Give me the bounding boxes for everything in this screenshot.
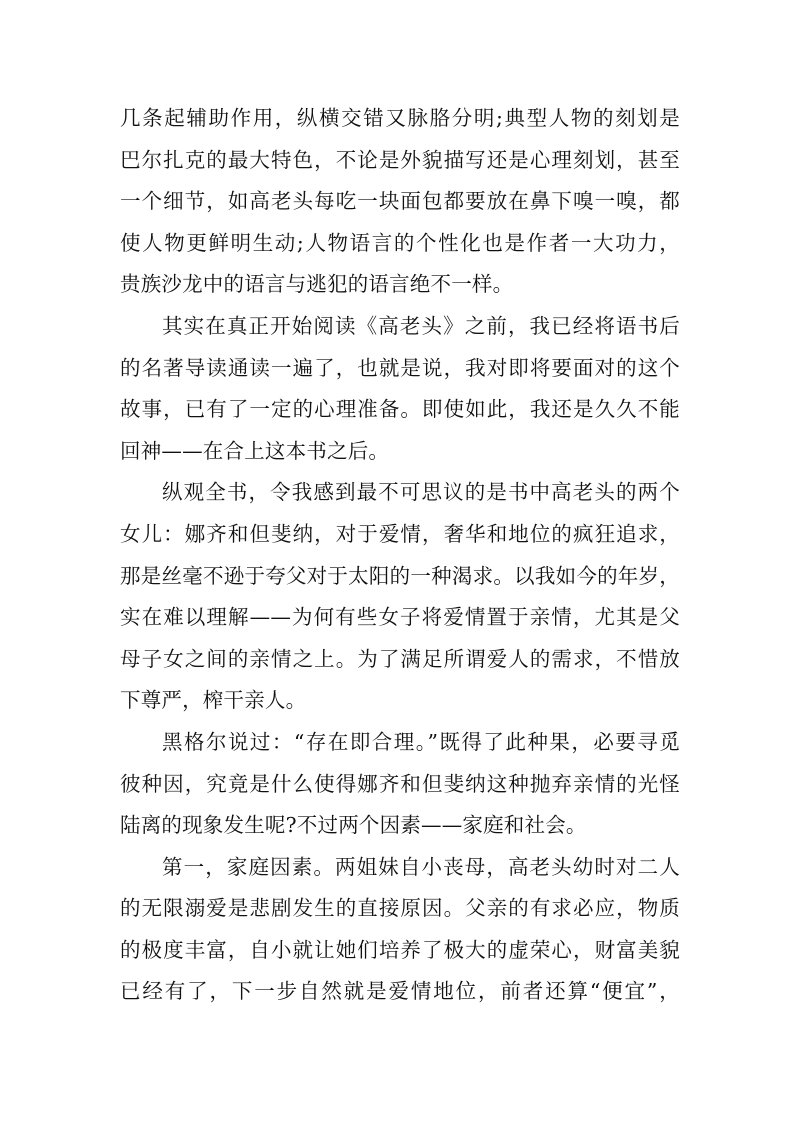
text-line: 第一，家庭因素。两姐妹自小丧母，高老头幼时对二人 <box>162 854 680 879</box>
text-line: 使人物更鲜明生动;人物语言的个性化也是作者一大功力， <box>120 230 680 255</box>
paragraph <box>120 98 680 306</box>
text-line: 母子女之间的亲情之上。为了满足所谓爱人的需求，不惜放 <box>120 646 680 671</box>
text-line: 陆离的现象发生呢?不过两个因素——家庭和社会。 <box>120 813 587 838</box>
text-line: 贵族沙龙中的语言与逃犯的语言绝不一样。 <box>120 272 514 297</box>
text-line: 女儿：娜齐和但斐纳，对于爱情，奢华和地位的疯狂追求， <box>120 521 680 546</box>
text-line: 其实在真正开始阅读《高老头》之前，我已经将语书后 <box>162 313 680 338</box>
text-line: 彼种因，究竟是什么使得娜齐和但斐纳这种抛弃亲情的光怪 <box>120 771 680 796</box>
document-page <box>120 98 680 1013</box>
text-line: 的无限溺爱是悲剧发生的直接原因。父亲的有求必应，物质 <box>120 896 680 921</box>
text-line: 已经有了，下一步自然就是爱情地位，前者还算“便宜”， <box>120 979 680 1004</box>
text-line: 一个细节，如高老头每吃一块面包都要放在鼻下嗅一嗅，都 <box>120 189 680 214</box>
text-line: 实在难以理解——为何有些女子将爱情置于亲情，尤其是父 <box>120 605 680 630</box>
paragraph <box>120 847 680 1013</box>
text-line: 的极度丰富，自小就让她们培养了极大的虚荣心，财富美貌 <box>120 937 680 962</box>
text-line: 回神——在合上这本书之后。 <box>120 438 390 463</box>
text-line: 下尊严，榨干亲人。 <box>120 688 307 713</box>
text-line: 纵观全书，令我感到最不可思议的是书中高老头的两个 <box>162 480 680 505</box>
text-line: 故事，已有了一定的心理准备。即使如此，我还是久久不能 <box>120 397 680 422</box>
text-line: 巴尔扎克的最大特色，不论是外貌描写还是心理刻划，甚至 <box>120 147 680 172</box>
paragraph <box>120 306 680 472</box>
text-line: 黑格尔说过：“存在即合理。”既得了此种果，必要寻觅 <box>162 729 680 754</box>
paragraph <box>120 472 680 722</box>
text-line: 那是丝毫不逊于夸父对于太阳的一种渴求。以我如今的年岁， <box>120 563 680 588</box>
text-line: 几条起辅助作用，纵横交错又脉胳分明;典型人物的刻划是 <box>120 106 680 130</box>
paragraph <box>120 722 680 847</box>
text-line: 的名著导读通读一遍了，也就是说，我对即将要面对的这个 <box>120 355 680 380</box>
